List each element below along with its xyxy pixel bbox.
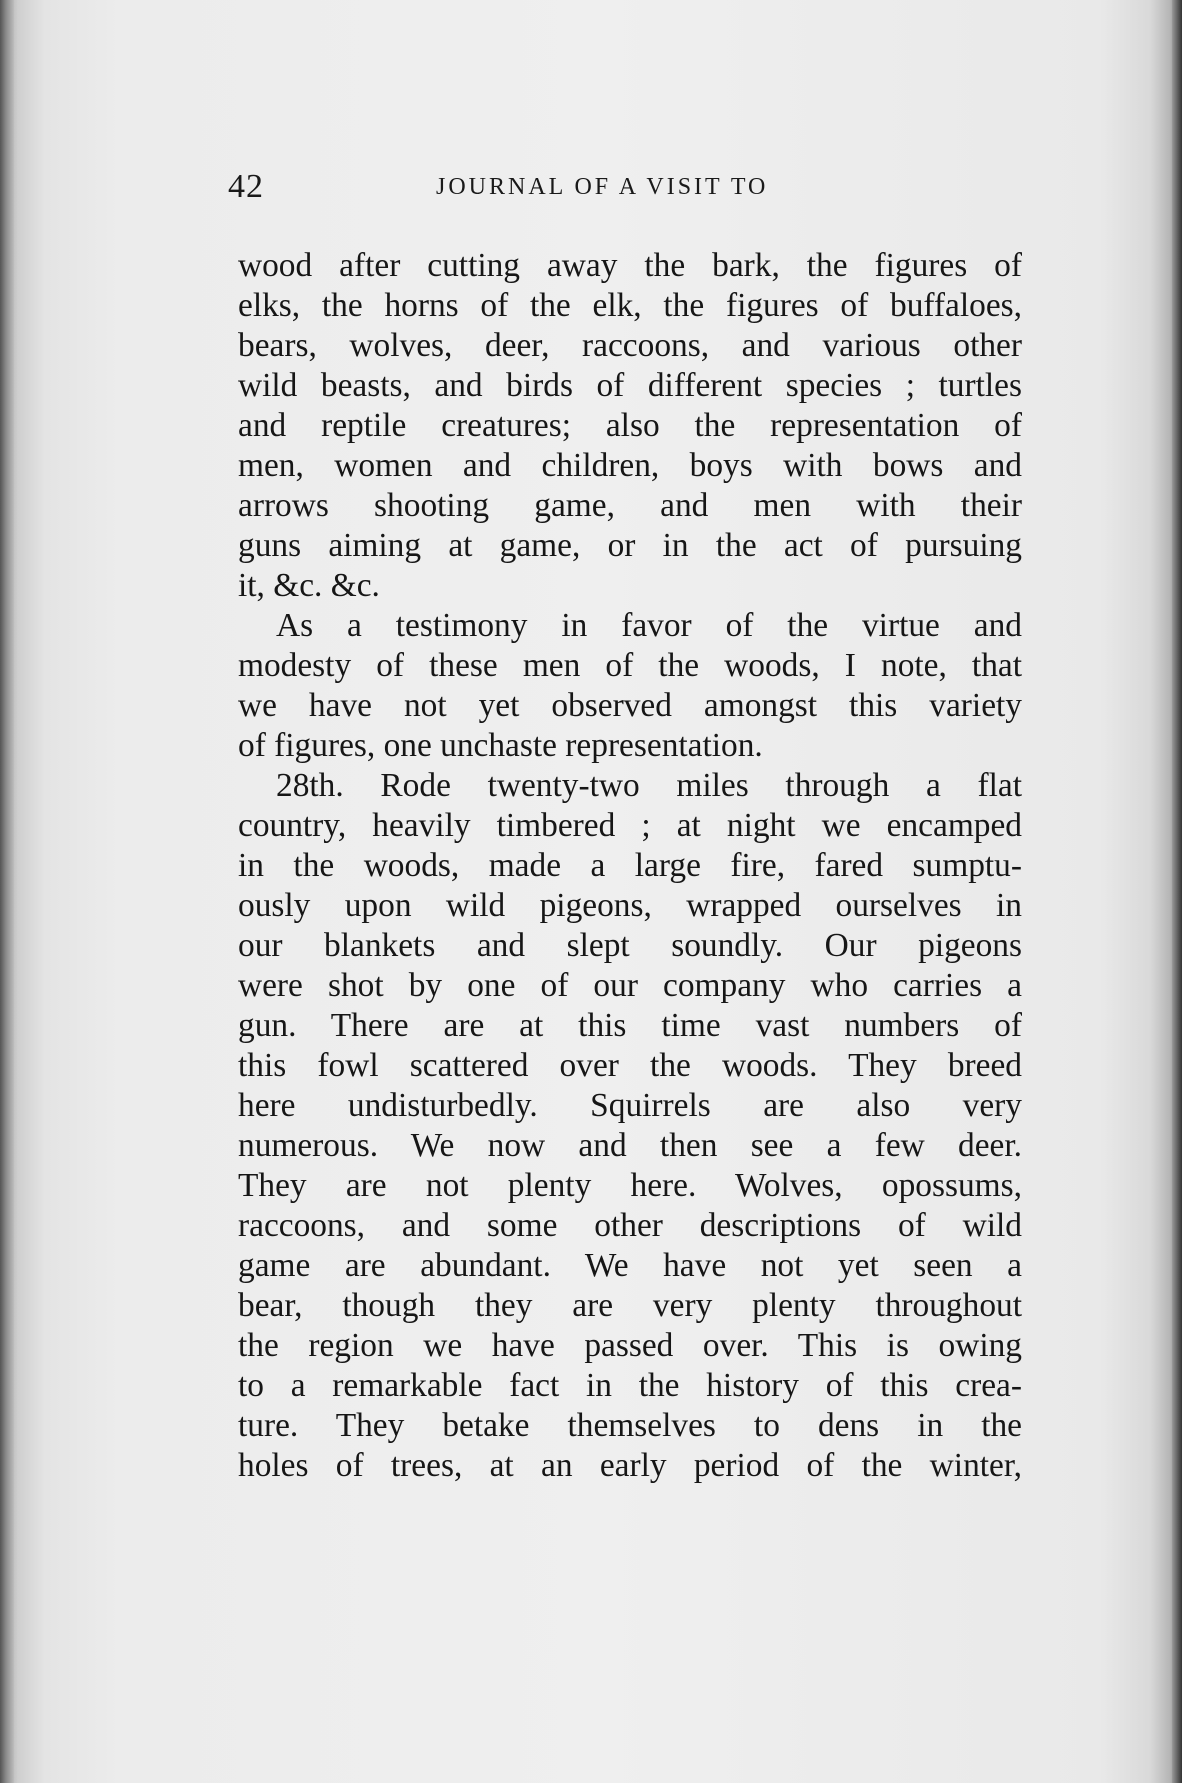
text-line: our blankets and slept soundly. Our pigeons [238, 927, 1022, 964]
page-left-edge [0, 0, 14, 1783]
text-line: bears, wolves, deer, raccoons, and various other [238, 327, 1022, 364]
text-line: raccoons, and some other descriptions of wild [238, 1207, 1022, 1244]
running-head: JOURNAL OF A VISIT TO [436, 174, 769, 200]
text-line: guns aiming at game, or in the act of pursuing [238, 527, 1022, 564]
text-line: bear, though they are very plenty throughout [238, 1287, 1022, 1324]
text-line: 28th. Rode twenty-two miles through a flat [276, 767, 1022, 804]
text-line: country, heavily timbered ; at night we encamped [238, 807, 1022, 844]
text-line: men, women and children, boys with bows and [238, 447, 1022, 484]
text-line: here undisturbedly. Squirrels are also very [238, 1087, 1022, 1124]
page-header [228, 168, 1028, 208]
text-line: wild beasts, and birds of different species ; turtles [238, 367, 1022, 404]
text-line: holes of trees, at an early period of the winter, [238, 1447, 1022, 1484]
text-line: elks, the horns of the elk, the figures of buffaloes, [238, 287, 1022, 324]
text-line: this fowl scattered over the woods. They breed [238, 1047, 1022, 1084]
text-line: numerous. We now and then see a few deer. [238, 1127, 1022, 1164]
text-line: to a remarkable fact in the history of this crea- [238, 1367, 1022, 1404]
page-number: 42 [228, 168, 264, 205]
text-line: ture. They betake themselves to dens in the [238, 1407, 1022, 1444]
page-right-edge [1172, 0, 1182, 1783]
text-line: game are abundant. We have not yet seen a [238, 1247, 1022, 1284]
text-line: we have not yet observed amongst this variety [238, 687, 1022, 724]
text-line: They are not plenty here. Wolves, opossums, [238, 1167, 1022, 1204]
text-line: arrows shooting game, and men with their [238, 487, 1022, 524]
text-line: As a testimony in favor of the virtue and [276, 607, 1022, 644]
text-line: ously upon wild pigeons, wrapped ourselves in [238, 887, 1022, 924]
text-line: were shot by one of our company who carries a [238, 967, 1022, 1004]
text-line: modesty of these men of the woods, I note, that [238, 647, 1022, 684]
body-text [238, 246, 1022, 1486]
text-line: and reptile creatures; also the representation of [238, 407, 1022, 444]
text-line: in the woods, made a large fire, fared sumptu- [238, 847, 1022, 884]
text-line: gun. There are at this time vast numbers of [238, 1007, 1022, 1044]
text-line: of figures, one unchaste representation. [238, 727, 763, 764]
text-line: it, &c. &c. [238, 567, 380, 604]
text-line: the region we have passed over. This is owing [238, 1327, 1022, 1364]
text-line: wood after cutting away the bark, the figures of [238, 247, 1022, 284]
